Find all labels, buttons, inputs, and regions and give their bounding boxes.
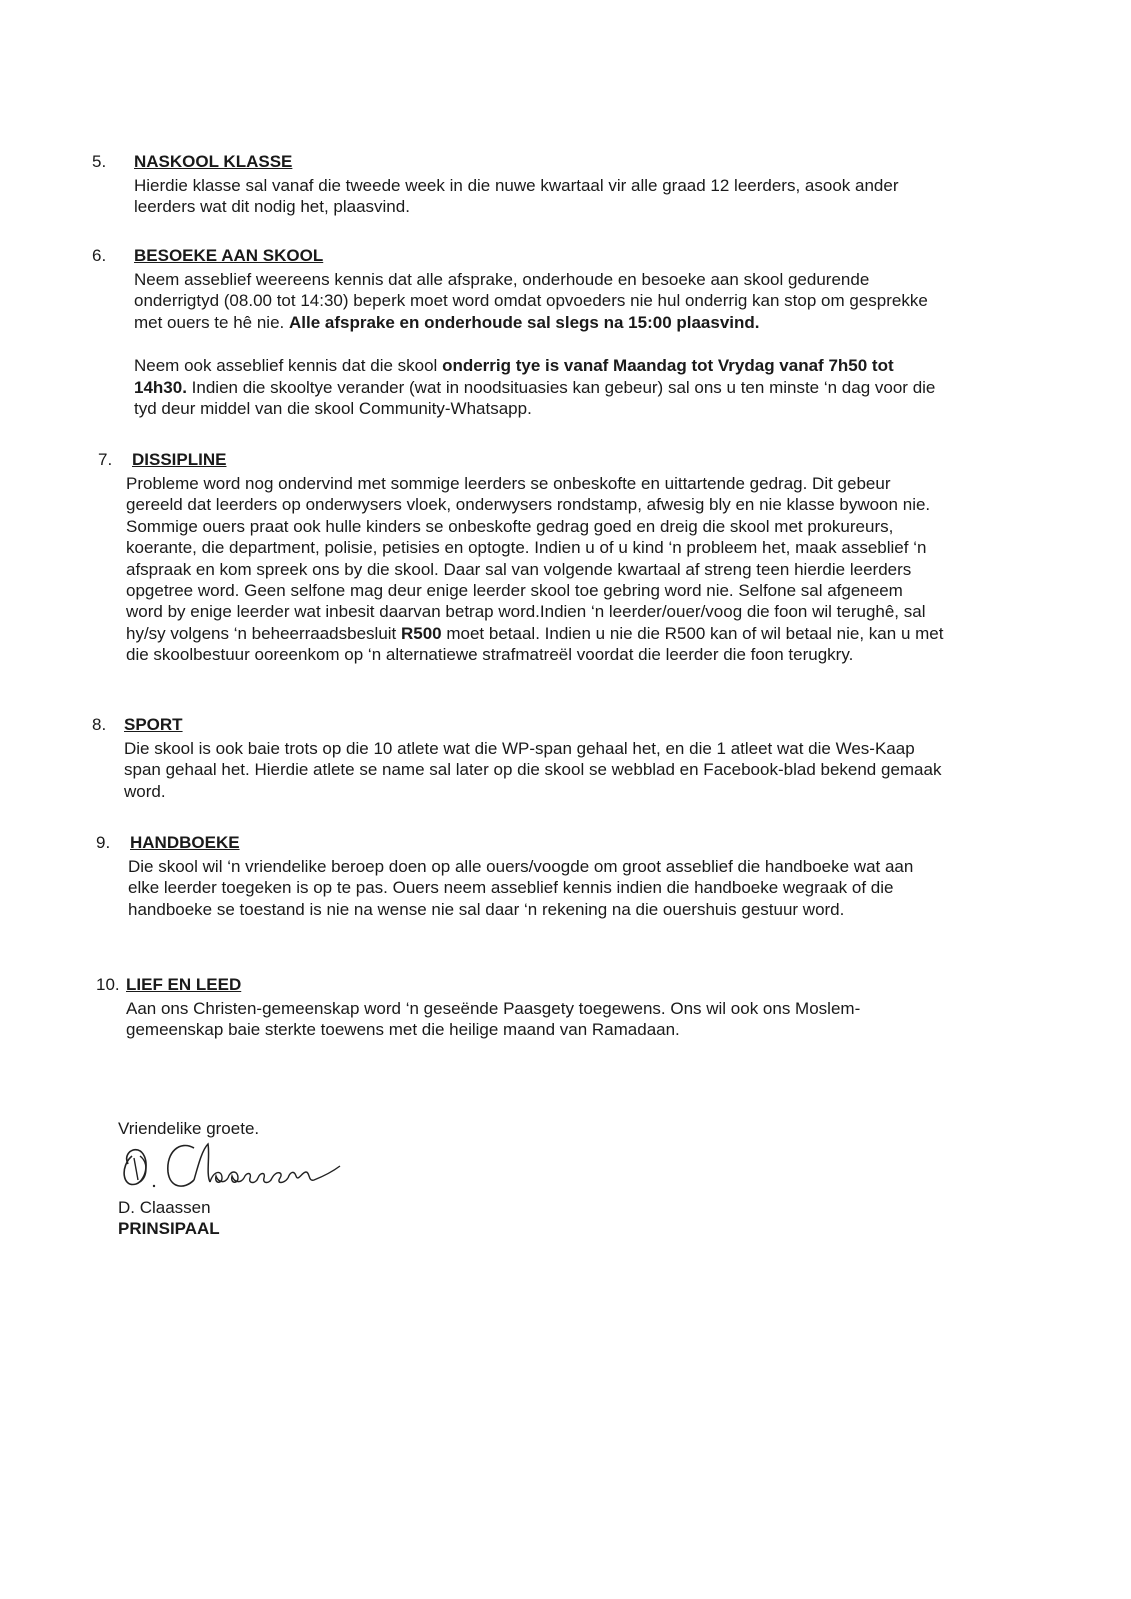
signatory-role: PRINSIPAAL — [118, 1219, 220, 1238]
closing-greeting: Vriendelike groete. — [118, 1119, 260, 1138]
paragraph-line: koerante, die department, polisie, petisies en optogte. Indien u of u kind ‘n probleem het, maak asseblief ‘n — [126, 538, 927, 558]
section-number: 8. — [92, 715, 107, 734]
paragraph-line: Probleme word nog ondervind met sommige leerders se onbeskofte en uittartende gedrag. Dit gebeur — [126, 474, 891, 493]
section-handboeke — [96, 832, 1096, 927]
paragraph-line: word by enige leerder wat inbesit daarvan betrap word.Indien ‘n leerder/ouer/voog die foon wil terughê, sal — [126, 602, 926, 622]
emphasis-text: Alle afsprake en onderhoude sal slegs na 15:00 plaasvind. — [289, 312, 760, 332]
emphasis-text: 14h30. — [134, 377, 187, 397]
section-number: 7. — [98, 450, 113, 469]
signatory-name: D. Claassen — [118, 1198, 211, 1217]
paragraph-line: Sommige ouers praat ook hulle kinders se onbeskofte gedrag goed en dreig die skool met prokureurs, — [126, 516, 894, 536]
signature — [118, 1136, 358, 1198]
paragraph-line: Neem ook asseblief kennis dat die skool onderrig tye is vanaf Maandag tot Vrydag vanaf 7h50 tot — [134, 356, 894, 376]
section-title: SPORT — [124, 715, 183, 734]
section-title: NASKOOL KLASSE — [134, 152, 293, 171]
section-naskool-klasse — [92, 151, 1072, 221]
paragraph-line: 14h30. Indien die skooltye verander (wat in noodsituasies kan gebeur) sal ons u ten minste ‘n dag voor die — [134, 377, 936, 397]
paragraph-line: opgetree word. Geen selfone mag deur enige leerder skool toe gebring word nie. Selfone sal afgeneem — [126, 581, 903, 601]
paragraph-line: Hierdie klasse sal vanaf die tweede week in die nuwe kwartaal vir alle graad 12 leerders, asook ander — [134, 176, 899, 195]
section-number: 10. — [96, 975, 120, 994]
section-number: 5. — [92, 152, 107, 171]
paragraph-line: met ouers te hê nie. Alle afsprake en onderhoude sal slegs na 15:00 plaasvind. — [134, 312, 760, 332]
paragraph-line: Die skool wil ‘n vriendelike beroep doen op alle ouers/voogde om groot asseblief die handboeke wat aan — [128, 857, 914, 876]
section-number: 9. — [96, 833, 111, 852]
section-title: BESOEKE AAN SKOOL — [134, 246, 324, 265]
section-number: 6. — [92, 246, 107, 265]
section-title: DISSIPLINE — [132, 450, 227, 469]
paragraph-line: leerders wat dit nodig het, plaasvind. — [134, 197, 410, 217]
paragraph-line: afspraak en kom spreek ons by die skool. Daar sal van volgende kwartaal af streng teen hierdie leerders — [126, 559, 912, 579]
section-besoeke-aan-skool — [92, 245, 1092, 435]
section-title: HANDBOEKE — [130, 833, 240, 852]
section-sport — [92, 714, 1092, 809]
paragraph-line: word. — [124, 781, 166, 801]
paragraph-line: onderrigtyd (08.00 tot 14:30) beperk moet word omdat opvoeders nie hul onderrig kan stop om gesprekke — [134, 291, 928, 311]
emphasis-text: R500 — [401, 623, 442, 643]
section-title: LIEF EN LEED — [126, 975, 242, 994]
paragraph-line: gemeenskap baie sterkte toewens met die heilige maand van Ramadaan. — [126, 1020, 680, 1040]
section-dissipline — [98, 449, 1098, 689]
paragraph-line: tyd deur middel van die skool Community-Whatsapp. — [134, 399, 532, 419]
paragraph-line: hy/sy volgens ‘n beheerraadsbesluit R500 moet betaal. Indien u nie die R500 kan of wil betaal nie, kan u met — [126, 623, 944, 643]
paragraph-line: die skoolbestuur ooreenkom op ‘n alternatiewe strafmatreël voordat die leerder die foon terugkry. — [126, 645, 854, 665]
paragraph-line: gereeld dat leerders op onderwysers vloek, onderwysers rondstamp, afwesig bly en nie klasse bywoon nie. — [126, 495, 931, 515]
paragraph-line: Aan ons Christen-gemeenskap word ‘n geseënde Paasgety toegewens. Ons wil ook ons Moslem- — [126, 999, 861, 1018]
paragraph-line: handboeke se toestand is nie na wense nie sal daar ‘n rekening na die ouershuis gestuur word. — [128, 899, 845, 919]
section-lief-en-leed — [96, 974, 1096, 1044]
paragraph-line: Neem asseblief weereens kennis dat alle afsprake, onderhoude en besoeke aan skool gedurende — [134, 270, 870, 289]
paragraph-line: Die skool is ook baie trots op die 10 atlete wat die WP-span gehaal het, en die 1 atleet wat die Wes-Kaap — [124, 739, 915, 758]
paragraph-line: elke leerder toegeken is op te pas. Ouers neem asseblief kennis indien die handboeke wegraak of die — [128, 878, 894, 898]
emphasis-text: onderrig tye is vanaf Maandag tot Vrydag vanaf 7h50 tot — [442, 356, 894, 376]
paragraph-line: span gehaal het. Hierdie atlete se name sal later op die skool se webblad en Facebook-blad bekend gemaak — [124, 760, 942, 780]
